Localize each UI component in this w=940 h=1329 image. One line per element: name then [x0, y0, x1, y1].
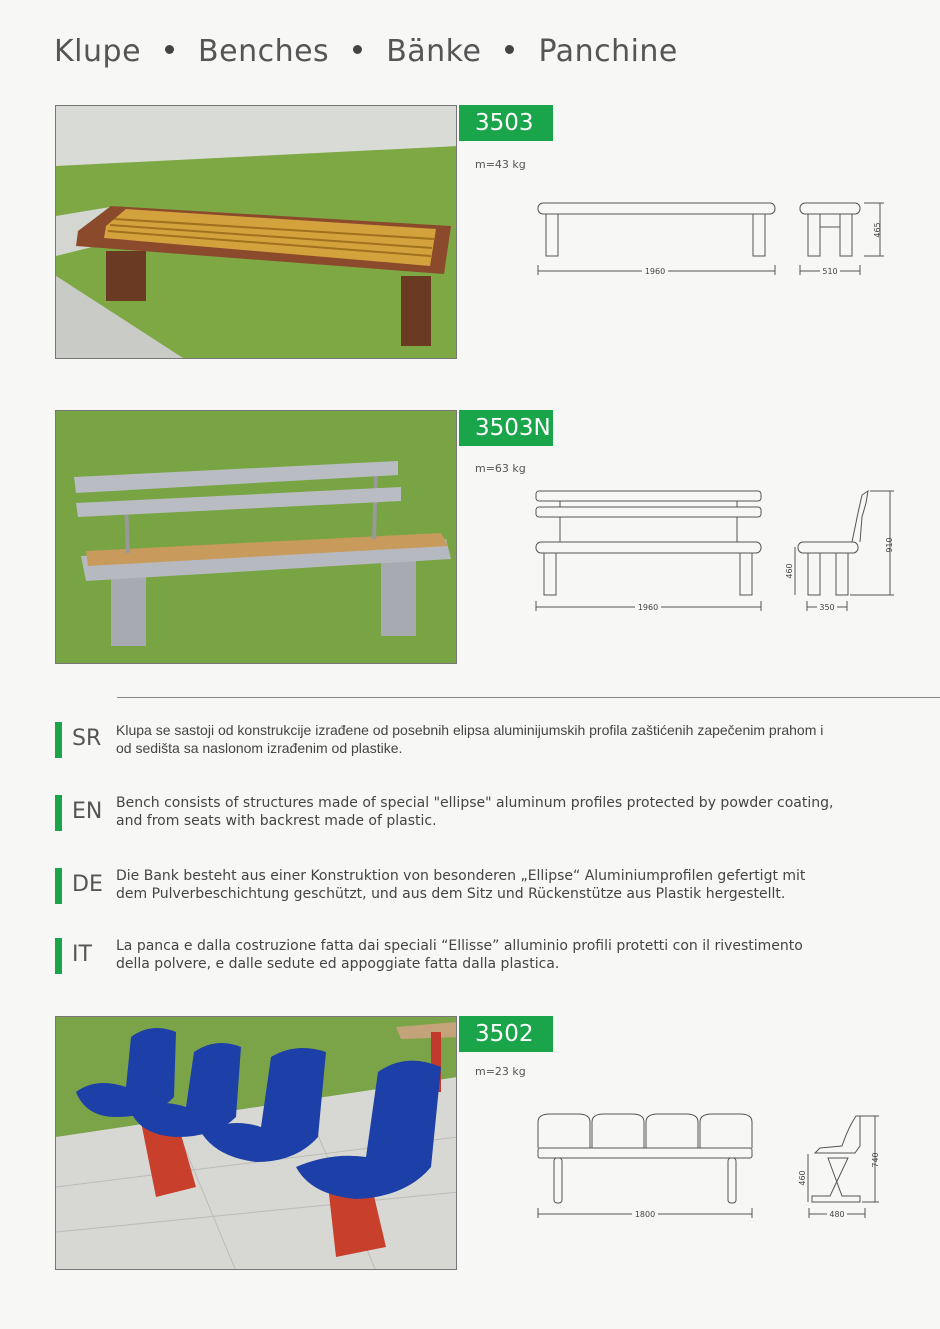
accent-bar — [55, 795, 62, 831]
drawing-3503N — [530, 485, 900, 620]
language-code: DE — [72, 872, 103, 897]
product-code-3503N: 3503N — [459, 410, 553, 446]
language-code: SR — [72, 726, 102, 751]
product-mass-3503: m=43 kg — [475, 158, 526, 171]
dim-seat-height-3503N: 460 — [785, 563, 794, 579]
bullet-separator — [353, 45, 362, 54]
product-photo-3503 — [55, 105, 457, 359]
dim-height-3502: 740 — [871, 1152, 880, 1168]
dim-length-3502: 1800 — [634, 1210, 656, 1219]
language-code: EN — [72, 799, 103, 824]
section-divider — [117, 697, 940, 698]
title-sr: Klupe — [54, 34, 142, 69]
description-text: Die Bank besteht aus einer Konstruktion von besonderen „Ellipse“ Aluminiumprofilen gefertigt mit dem Pulverbeschichtung geschützt, und aus dem Sitz und Rückenstütze aus Plastik hergestellt. — [116, 868, 806, 902]
language-code: IT — [72, 942, 92, 967]
product-mass-3502: m=23 kg — [475, 1065, 526, 1078]
drawing-3502 — [530, 1108, 890, 1223]
dim-depth-3502: 480 — [829, 1210, 845, 1219]
product-mass-3503N: m=63 kg — [475, 462, 526, 475]
dim-seat-height-3502: 460 — [798, 1170, 807, 1186]
accent-bar — [55, 722, 62, 758]
description-text: Klupa se sastoji od konstrukcije izrađene od posebnih elipsa aluminijumskih profila zaštićenih zapečenim prahom i od sedišta sa naslonom izrađenim od plastike. — [116, 722, 824, 756]
dim-depth-3503N: 350 — [819, 603, 835, 612]
dim-height-3503N: 910 — [885, 537, 894, 553]
product-code-3502: 3502 — [459, 1016, 553, 1052]
accent-bar — [55, 868, 62, 904]
title-en: Benches — [198, 34, 330, 69]
bullet-separator — [165, 45, 174, 54]
dim-height-3503: 465 — [873, 222, 882, 238]
accent-bar — [55, 938, 62, 974]
drawing-3503 — [530, 195, 890, 285]
dim-length-3503N: 1960 — [637, 603, 659, 612]
product-photo-3503N — [55, 410, 457, 664]
page-title — [54, 34, 678, 69]
dim-depth-3503: 510 — [822, 267, 838, 276]
description-text: Bench consists of structures made of special "ellipse" aluminum profiles protected by powder coating, and from seats with backrest made of plastic. — [116, 795, 834, 829]
product-photo-3502 — [55, 1016, 457, 1270]
product-code-3503: 3503 — [459, 105, 553, 141]
title-de: Bänke — [386, 34, 482, 69]
title-it: Panchine — [538, 34, 678, 69]
description-text: La panca e dalla costruzione fatta dai speciali “Ellisse” alluminio profili protetti con il rivestimento della polvere, e dalle sedute ed appoggiate fatta dalla plastica. — [116, 938, 803, 972]
bullet-separator — [505, 45, 514, 54]
dim-length-3503: 1960 — [644, 267, 666, 276]
